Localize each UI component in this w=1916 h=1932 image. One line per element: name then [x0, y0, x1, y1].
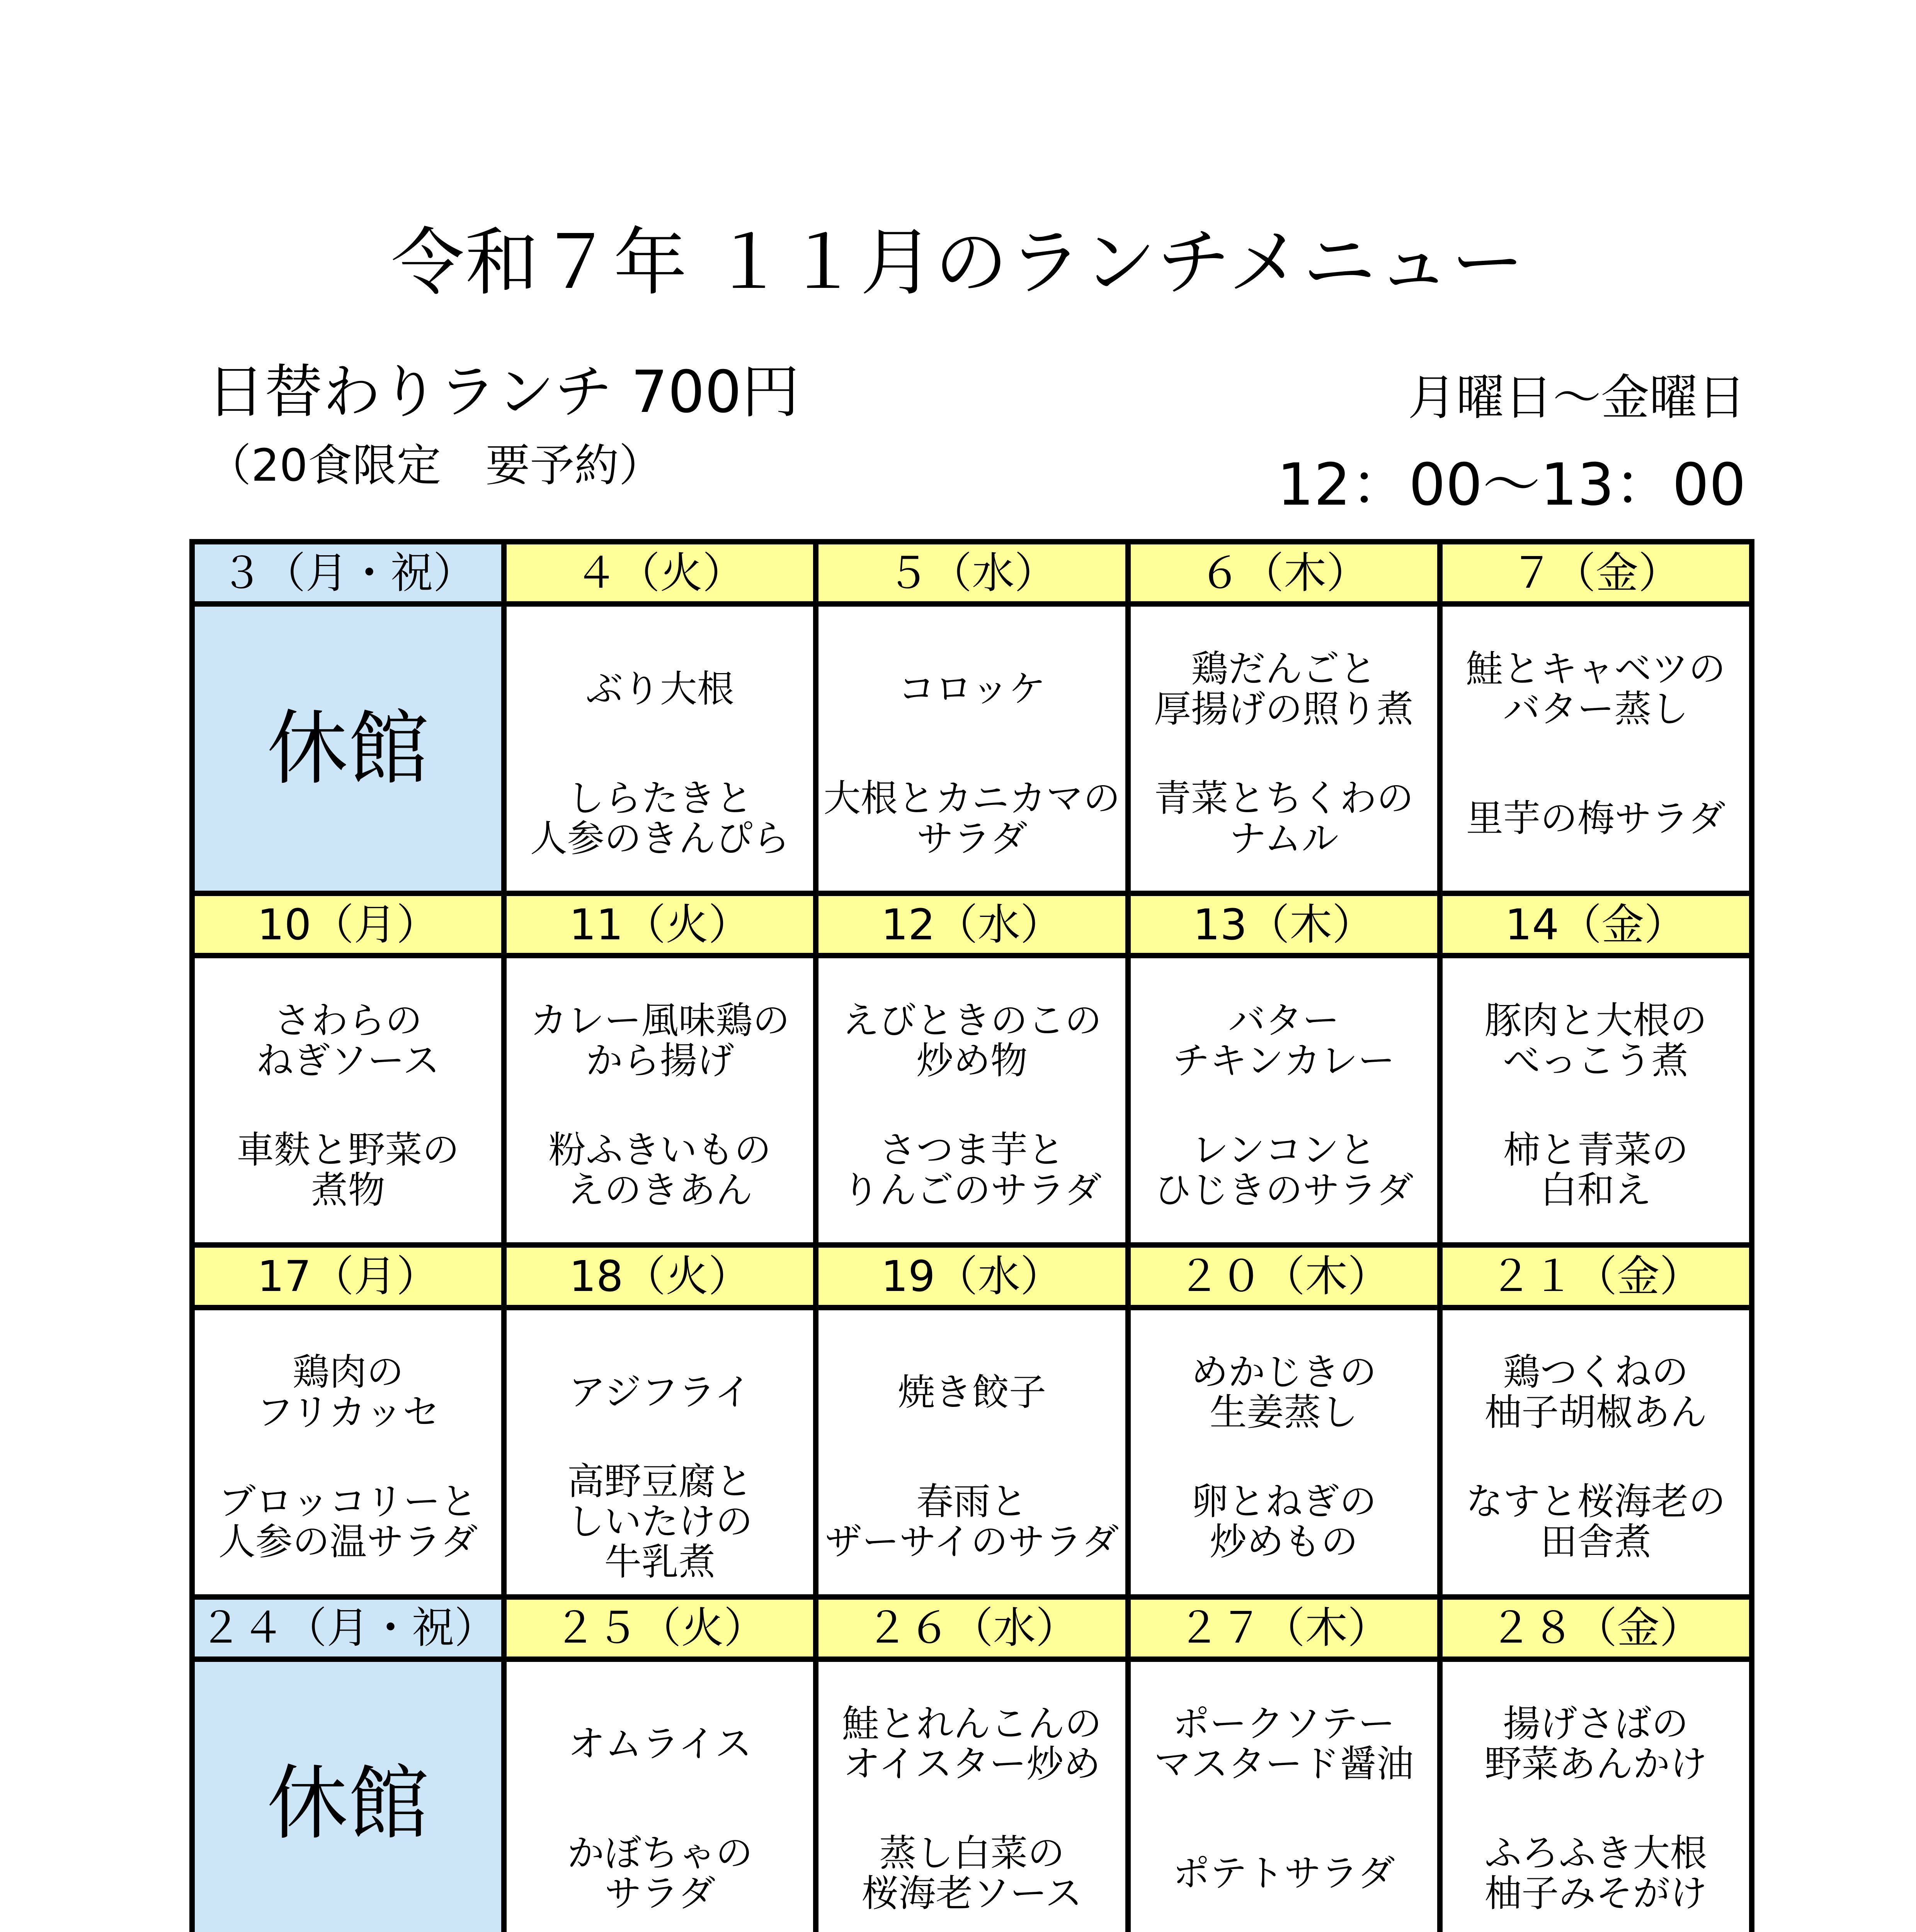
menu-cell — [1440, 1308, 1752, 1597]
main-dish: バター チキンカレー — [1172, 998, 1395, 1082]
side-dish: 粉ふきいもの えのきあん — [548, 1128, 771, 1212]
date-cell: ２６（水） — [816, 1597, 1128, 1659]
side-dish: 車麩と野菜の 煮物 — [237, 1128, 459, 1212]
menu-row-week-4 — [192, 1659, 1752, 1932]
side-dish: ブロッコリーと 人参の温サラダ — [218, 1480, 478, 1564]
menu-calendar — [189, 539, 1754, 1932]
date-cell: 13（木） — [1128, 893, 1440, 956]
date-cell: 12（水） — [816, 893, 1128, 956]
date-cell: 14（金） — [1440, 893, 1752, 956]
menu-row-week-1 — [192, 604, 1752, 893]
side-dish: 蒸し白菜の 桜海老ソース — [861, 1832, 1082, 1915]
main-dish: 鮭とキャベツの バター蒸し — [1466, 647, 1726, 731]
side-dish: 卵とねぎの 炒めもの — [1191, 1480, 1377, 1564]
main-dish: 鮭とれんこんの オイスター炒め — [842, 1702, 1102, 1786]
main-dish: めかじきの 生姜蒸し — [1191, 1350, 1377, 1434]
main-dish: さわらの ねぎソース — [256, 998, 440, 1082]
date-cell: ２０（木） — [1128, 1245, 1440, 1307]
menu-cell — [1128, 604, 1440, 893]
menu-cell — [816, 1308, 1128, 1597]
menu-cell — [504, 604, 816, 893]
side-dish: しらたきと 人参のきんぴら — [530, 776, 790, 860]
side-dish: 里芋の梅サラダ — [1466, 796, 1725, 840]
page-title: 令和７年 １１月のランチメニュー — [391, 220, 1525, 305]
date-cell: 10（月） — [192, 893, 504, 956]
menu-cell — [1440, 956, 1752, 1245]
main-dish: オムライス — [568, 1722, 752, 1766]
main-dish: コロッケ — [898, 667, 1046, 711]
main-dish: ポークソテー マスタード醤油 — [1154, 1702, 1414, 1786]
side-dish: ポテトサラダ — [1172, 1852, 1395, 1895]
date-cell: ２８（金） — [1440, 1597, 1752, 1659]
side-dish: さつま芋と りんごのサラダ — [842, 1128, 1102, 1212]
main-dish: 豚肉と大根の べっこう煮 — [1484, 998, 1707, 1082]
date-row-week-4 — [192, 1597, 1752, 1659]
date-cell: 11（火） — [504, 893, 816, 956]
main-dish: 焼き餃子 — [897, 1371, 1046, 1414]
main-dish: えびときのこの 炒め物 — [842, 998, 1102, 1082]
menu-cell — [1440, 1659, 1752, 1932]
side-dish: 大根とカニカマの サラダ — [823, 776, 1120, 860]
menu-cell — [816, 604, 1128, 893]
date-cell: ４（火） — [504, 542, 816, 604]
main-dish: 鶏だんごと 厚揚げの照り煮 — [1154, 647, 1414, 731]
date-cell: ３（月・祝） — [192, 542, 504, 604]
side-dish: 青菜とちくわの ナムル — [1154, 776, 1414, 860]
main-dish: カレー風味鶏の から揚げ — [530, 998, 790, 1082]
date-cell: ２１（金） — [1440, 1245, 1752, 1307]
date-row-week-2 — [192, 893, 1752, 956]
lunch-subtitle: 日替わりランチ 700円 — [207, 359, 800, 426]
side-dish: 柿と青菜の 白和え — [1503, 1128, 1689, 1212]
menu-row-week-2 — [192, 956, 1752, 1245]
date-cell: ７（金） — [1440, 542, 1752, 604]
main-dish: 揚げさばの 野菜あんかけ — [1484, 1702, 1707, 1786]
date-cell: ２７（木） — [1128, 1597, 1440, 1659]
date-cell: 19（水） — [816, 1245, 1128, 1307]
menu-cell — [504, 1308, 816, 1597]
date-row-week-3 — [192, 1245, 1752, 1307]
menu-cell — [816, 1659, 1128, 1932]
service-days: 月曜日～金曜日 — [1408, 370, 1746, 426]
menu-cell — [192, 1308, 504, 1597]
menu-cell — [192, 956, 504, 1245]
menu-cell — [816, 956, 1128, 1245]
service-hours: 12：00～13：00 — [1277, 451, 1746, 519]
side-dish: なすと桜海老の 田舎煮 — [1466, 1480, 1726, 1564]
menu-cell — [1128, 1308, 1440, 1597]
side-dish: ふろふき大根 柚子みそがけ — [1484, 1832, 1707, 1915]
side-dish: レンコンと ひじきのサラダ — [1154, 1128, 1414, 1212]
date-cell: 17（月） — [192, 1245, 504, 1307]
closed-cell: 休館 — [192, 1659, 504, 1932]
menu-cell — [1128, 956, 1440, 1245]
side-dish: かぼちゃの サラダ — [567, 1832, 753, 1915]
closed-cell: 休館 — [192, 604, 504, 893]
main-dish: アジフライ — [568, 1371, 752, 1414]
date-cell: 18（火） — [504, 1245, 816, 1307]
side-dish: 高野豆腐と しいたけの 牛乳煮 — [567, 1460, 753, 1584]
main-dish: 鶏肉の フリカッセ — [256, 1350, 440, 1434]
date-cell: ２４（月・祝） — [192, 1597, 504, 1659]
menu-row-week-3 — [192, 1308, 1752, 1597]
side-dish: 春雨と ザーサイのサラダ — [825, 1480, 1119, 1564]
limit-note: （20食限定 要予約） — [207, 440, 664, 492]
date-cell: ６（木） — [1128, 542, 1440, 604]
menu-cell — [504, 1659, 816, 1932]
menu-cell — [504, 956, 816, 1245]
main-dish: 鶏つくねの 柚子胡椒あん — [1484, 1350, 1707, 1434]
menu-cell — [1440, 604, 1752, 893]
menu-cell — [1128, 1659, 1440, 1932]
main-dish: ぶり大根 — [585, 667, 734, 711]
date-cell: ５（水） — [816, 542, 1128, 604]
date-cell: ２５（火） — [504, 1597, 816, 1659]
date-row-week-1 — [192, 542, 1752, 604]
